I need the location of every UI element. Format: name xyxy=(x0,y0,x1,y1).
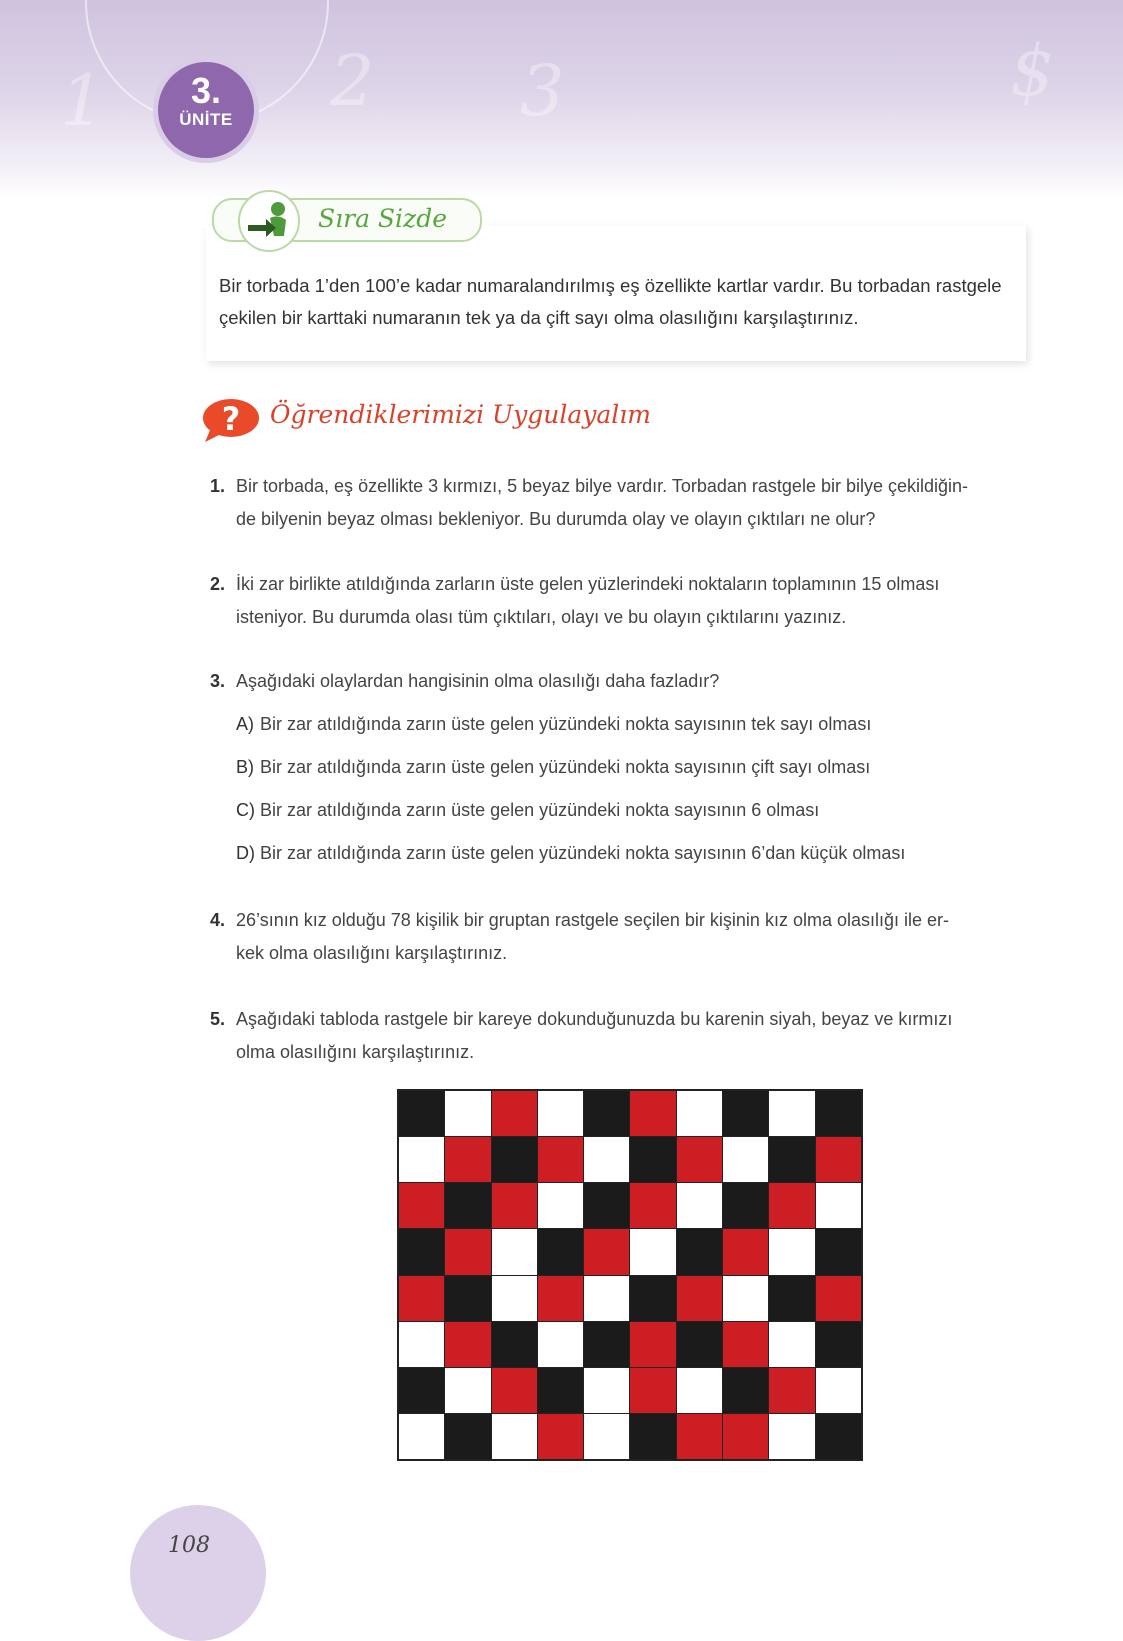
black-square xyxy=(677,1229,722,1274)
option-d xyxy=(236,838,905,868)
learn-title: Öğrendiklerimizi Uygulayalım xyxy=(270,400,651,429)
red-square xyxy=(677,1137,722,1182)
option-letter: A) xyxy=(236,714,254,734)
red-square xyxy=(445,1322,490,1367)
white-square xyxy=(492,1276,537,1321)
white-square xyxy=(584,1276,629,1321)
black-square xyxy=(769,1137,814,1182)
question-text: isteniyor. Bu durumda olası tüm çıktıları, olayı ve bu olayın çıktılarını yazınız. xyxy=(236,607,847,627)
background-decoration: 3 xyxy=(520,50,565,132)
white-square xyxy=(723,1276,768,1321)
black-square xyxy=(630,1137,675,1182)
background-decoration: 2 xyxy=(330,40,375,122)
white-square xyxy=(816,1183,861,1228)
option-letter: D) xyxy=(236,843,255,863)
question-3 xyxy=(210,665,1030,698)
black-square xyxy=(445,1414,490,1459)
black-square xyxy=(816,1414,861,1459)
red-square xyxy=(630,1368,675,1413)
question-text: İki zar birlikte atıldığında zarların üste gelen yüzlerindeki noktaların toplamının 15 olması xyxy=(236,574,940,594)
black-square xyxy=(584,1322,629,1367)
white-square xyxy=(399,1137,444,1182)
black-square xyxy=(584,1183,629,1228)
white-square xyxy=(445,1091,490,1136)
question-text: kek olma olasılığını karşılaştırınız. xyxy=(236,943,508,963)
option-text: Bir zar atıldığında zarın üste gelen yüzündeki nokta sayısının tek sayı olması xyxy=(260,714,872,734)
white-square xyxy=(492,1229,537,1274)
black-square xyxy=(538,1368,583,1413)
black-square xyxy=(723,1091,768,1136)
red-square xyxy=(445,1137,490,1182)
question-number: 1. xyxy=(210,476,226,496)
option-c xyxy=(236,795,819,825)
white-square xyxy=(399,1322,444,1367)
red-square xyxy=(445,1229,490,1274)
option-letter: C) xyxy=(236,800,255,820)
white-square xyxy=(723,1137,768,1182)
option-a xyxy=(236,709,871,739)
unit-badge xyxy=(158,62,254,158)
red-square xyxy=(677,1276,722,1321)
white-square xyxy=(769,1322,814,1367)
red-square xyxy=(723,1322,768,1367)
white-square xyxy=(538,1322,583,1367)
red-square xyxy=(677,1414,722,1459)
question-text: Bir torbada, eş özellikte 3 kırmızı, 5 beyaz bilye vardır. Torbadan rastgele bir bilye çekildiğin- xyxy=(236,476,969,496)
white-square xyxy=(584,1414,629,1459)
white-square xyxy=(769,1091,814,1136)
red-square xyxy=(816,1276,861,1321)
black-square xyxy=(677,1322,722,1367)
white-square xyxy=(538,1091,583,1136)
option-letter: B) xyxy=(236,757,254,777)
red-square xyxy=(630,1183,675,1228)
black-square xyxy=(445,1276,490,1321)
black-square xyxy=(492,1322,537,1367)
page-number: 108 xyxy=(168,1533,210,1558)
black-square xyxy=(816,1091,861,1136)
question-bubble-icon xyxy=(201,398,263,444)
white-square xyxy=(538,1183,583,1228)
white-square xyxy=(677,1183,722,1228)
question-text: olma olasılığını karşılaştırınız. xyxy=(236,1042,475,1062)
svg-text:?: ? xyxy=(221,400,241,438)
red-square xyxy=(816,1137,861,1182)
white-square xyxy=(816,1368,861,1413)
black-square xyxy=(816,1229,861,1274)
red-square xyxy=(723,1414,768,1459)
red-square xyxy=(538,1137,583,1182)
black-square xyxy=(630,1414,675,1459)
white-square xyxy=(399,1414,444,1459)
question-text: Aşağıdaki tabloda rastgele bir kareye dokunduğunuzda bu karenin siyah, beyaz ve kırmızı xyxy=(236,1009,953,1029)
black-square xyxy=(445,1183,490,1228)
black-square xyxy=(538,1229,583,1274)
black-square xyxy=(399,1229,444,1274)
black-square xyxy=(816,1322,861,1367)
question-number: 2. xyxy=(210,574,226,594)
white-square xyxy=(769,1229,814,1274)
white-square xyxy=(769,1414,814,1459)
red-square xyxy=(630,1322,675,1367)
white-square xyxy=(677,1091,722,1136)
question-text: Aşağıdaki olaylardan hangisinin olma olasılığı daha fazladır? xyxy=(236,671,720,691)
white-square xyxy=(584,1368,629,1413)
white-square xyxy=(492,1414,537,1459)
question-number: 3. xyxy=(210,671,226,691)
question-5 xyxy=(210,1003,1030,1069)
red-square xyxy=(769,1368,814,1413)
red-square xyxy=(723,1229,768,1274)
black-square xyxy=(399,1368,444,1413)
sira-sizde-text: Bir torbada 1’den 100’e kadar numaralandırılmış eş özellikte kartlar vardır. Bu torbadan rastgele çekilen bir karttaki numaranın tek ya da çift sayı olma olasılığını karşılaştırınız. xyxy=(219,275,1002,328)
color-grid xyxy=(397,1089,863,1461)
black-square xyxy=(630,1276,675,1321)
unit-label: ÜNİTE xyxy=(179,110,233,129)
red-square xyxy=(492,1091,537,1136)
question-4 xyxy=(210,904,1030,970)
question-number: 5. xyxy=(210,1009,226,1029)
person-arrow-icon xyxy=(238,190,300,252)
black-square xyxy=(584,1091,629,1136)
red-square xyxy=(769,1183,814,1228)
option-text: Bir zar atıldığında zarın üste gelen yüzündeki nokta sayısının 6 olması xyxy=(260,800,820,820)
white-square xyxy=(584,1137,629,1182)
unit-number: 3. xyxy=(190,70,222,111)
red-square xyxy=(492,1368,537,1413)
white-square xyxy=(445,1368,490,1413)
question-1 xyxy=(210,470,1030,536)
red-square xyxy=(399,1183,444,1228)
red-square xyxy=(538,1276,583,1321)
background-decoration: $ xyxy=(1010,30,1055,112)
sira-sizde-header xyxy=(212,198,482,242)
white-square xyxy=(630,1229,675,1274)
background-decoration: 1 xyxy=(60,60,105,142)
question-text: de bilyenin beyaz olması bekleniyor. Bu durumda olay ve olayın çıktıları ne olur? xyxy=(236,509,876,529)
black-square xyxy=(492,1137,537,1182)
question-text: 26’sının kız olduğu 78 kişilik bir gruptan rastgele seçilen bir kişinin kız olma olasılığı ile er- xyxy=(236,910,950,930)
page-number-circle xyxy=(130,1505,266,1641)
white-square xyxy=(677,1368,722,1413)
option-b xyxy=(236,752,870,782)
black-square xyxy=(723,1368,768,1413)
black-square xyxy=(723,1183,768,1228)
option-text: Bir zar atıldığında zarın üste gelen yüzündeki nokta sayısının 6’dan küçük olması xyxy=(260,843,906,863)
red-square xyxy=(538,1414,583,1459)
red-square xyxy=(584,1229,629,1274)
option-text: Bir zar atıldığında zarın üste gelen yüzündeki nokta sayısının çift sayı olması xyxy=(260,757,871,777)
question-number: 4. xyxy=(210,910,226,930)
black-square xyxy=(769,1276,814,1321)
sira-sizde-title: Sıra Sizde xyxy=(318,204,448,233)
red-square xyxy=(399,1276,444,1321)
question-2 xyxy=(210,568,1030,634)
red-square xyxy=(492,1183,537,1228)
black-square xyxy=(399,1091,444,1136)
red-square xyxy=(630,1091,675,1136)
